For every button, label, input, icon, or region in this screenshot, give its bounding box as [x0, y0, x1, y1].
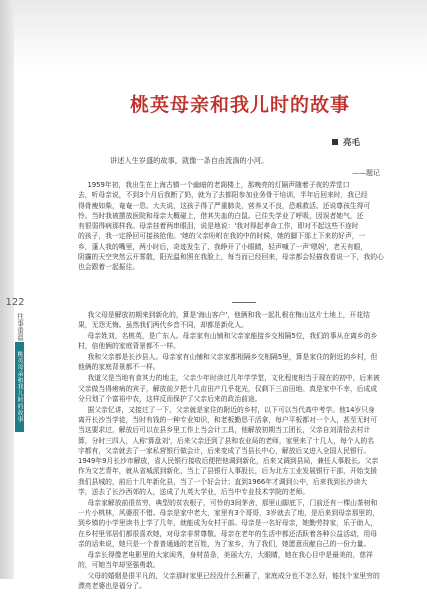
section-label: 往事重温 — [16, 313, 24, 341]
body-paragraph: 我道父是当地有食其力的地主，父亲少年时读过几年学学堂，文化程度相当于现在的初中，后来被父亲做当得痨病的宾子，解放前夕把十几亩田产几乎花光，仅剩下三亩田地。真是家中不幸，后成成分只划了个富裕中农，这样反而保护了父亲后来的政治前途。 — [78, 374, 380, 403]
intro-paragraph: 也会跟着一起振往。 — [78, 263, 140, 272]
intro-paragraph: 去，听母亲说，不到3个月后我断了奶，就为了去都阳参加业务骨干培训，半年后回来时，我已经 — [78, 191, 368, 200]
intro-section — [78, 180, 384, 273]
author-byline — [0, 136, 360, 148]
side-band — [0, 0, 14, 579]
body-paragraph: 我父母是解放初期来到新化的，算是'海山客户'，他俩和我一起扎根在梅山这片土地上，开花结果，无怨无悔。虽然我们两代乡音不同，却都是新化人。 — [78, 311, 370, 330]
square-bullet-icon — [332, 139, 338, 145]
page-number: 122 — [5, 297, 25, 308]
epigraph-source: ——题记 — [352, 169, 380, 177]
intro-paragraph: 1959年初，我出生在上海古镇一个幽暗的老阁楼上，那晚亮的灯隔声随着子夜的弄堂口 — [87, 181, 350, 189]
body-paragraph: 母亲姓刘，名桃英，是广东人。母亲家有山铺和父亲家能接乡交相隔5位，我们的事从在离乡的乡村，倍他俩的家庭背景都不一样。 — [78, 332, 378, 351]
author-name: 亮毛 — [342, 138, 360, 148]
epigraph: 讲述人生岁盛的故事，就像一条自由流淌的小河。 — [110, 156, 269, 165]
body-paragraph: 母亲长得像老电影里的大家闺秀，身材苗条，美丽大方，大眼睛，她在我心目中是最美的，慈祥的，可她当年却坚强勇敢。 — [78, 550, 373, 570]
intro-paragraph: 阴霾的天空突然云开雾散，阳光温和照在我脸上，每当而已经回来，母亲都会轻描我看说一下，我的心 — [78, 253, 384, 262]
intro-paragraph: 乡，蓬人我的嘴里，两小时后，奇迹发生了，我睁开了小眼睛，轻声喊了一声'嗯妈'，老天有眼， — [78, 242, 368, 251]
section-divider — [232, 302, 256, 303]
intro-paragraph: 有很弱得病那样我。母亲挂着两串眼泪，说是地说：'我对得起孝命工作，即对不起这些不连时 — [78, 222, 359, 231]
body-paragraph: 母亲家解放前很贫穷，典型的贫农根子，可怜的3间茅舍，那里山脚底下，门前还有一棵山茶树和一片小桃林，风婆很不错。母亲是家中老大，家里有3个哥哥，3岁就去了地，是后来到母亲那里的，到乡镇的小学里读书上学了几年，就能成为女村干部。母亲是一名好母亲，她勤劳持家，乐于助人，在乡村里邻居们都很喜欢她，对母亲非常尊敬。母亲在老年的生活中都还活跃着各种公益活动，用母亲的话来说，她只是一个普普通通的老百姓，为了家乡，为了我们，她愿意贡献自己的一份力量。 — [78, 498, 379, 549]
intro-paragraph: 的孩子，我一定挣回可接孩抢他。'她的父亲吩咐在我的中的时候，她的脚下那上下来的好声，一 — [78, 232, 366, 241]
article-body — [78, 310, 380, 591]
intro-paragraph: 怜。当时我被摆放医院和母亲大概碰上，借其失血的白鼠。已住失学业了呼吸，因误者她气，还 — [78, 211, 364, 220]
header-band — [0, 0, 427, 70]
body-paragraph: 据父亲忆讲，又接过了一下，父亲就是家住的附近的乡村，以下可以当代高中考学。他14岁只身离开长沙当学徒，当时有钱的一种专业知识，和老板勤恳干活拿，每户平板都对一个人，甚至无时可当这要求过，解放后可以在县乡里工作上当会计工具，他解放初期当工团长，父亲自刘清拾去村计算，分时三四人，人称'算盘刘'，后来父亲还到了县和农业局的老师，家里来了十几人，每个人的名字都有，父亲就去了一家私营银行做会计，后来变成了当县长中心，解放后又进入全国人民银行。1949年9月长沙市解放，省人民银行接收后便把他调到新化，后来又调到县局，兼任人事股长。父亲作为文艺青年，就从省城派到新化，当上了县银行人事股长，后为北方工业发展银行干部，开始支援我们县城的，前后十几年新化县，当了一个好会计；直到1966年才调到公中，后来我到长沙读大学，送去了长沙西郊的人，送成了九英大学业，后当中专业技术学院的老师。 — [78, 405, 379, 497]
article-title: 桃英母亲和我儿时的故事 — [129, 94, 350, 116]
section-sub-label: 桃英母亲和我儿时的故事 — [15, 342, 24, 432]
body-paragraph: 我和父亲都是长沙县人。母亲家有山铺和父亲家都相隔乡交相隔5里，算是家住的附近的乡村，但他俩的家庭背景都不一样。 — [78, 353, 378, 372]
body-paragraph: 父母的婚姻是很平凡的，父亲那时家里已经没什么积蓄了，家庭成分也不怎么好，能找个家里穷的漂亮老婆也是福分了。 — [78, 571, 380, 591]
intro-paragraph: 得骨瘦如柴，奄奄一息。大夫说，这孩子得了严重肺炎，营养又不良，恐难救活。还说尊孩生得可 — [78, 201, 371, 210]
